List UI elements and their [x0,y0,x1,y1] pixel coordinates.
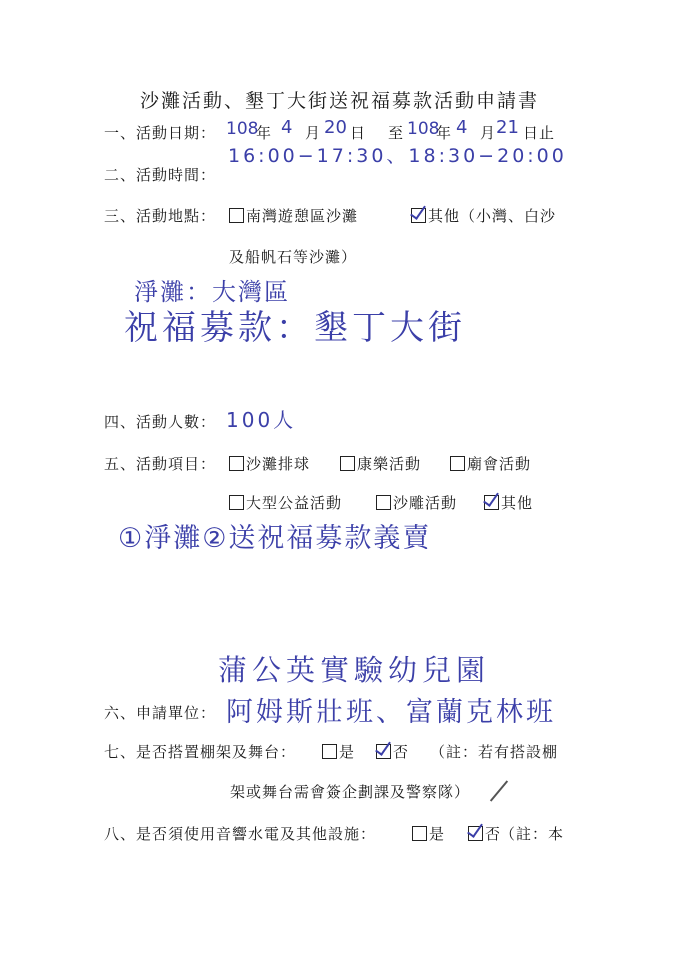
checkbox-sand[interactable] [376,495,391,510]
checkbox-location-other[interactable] [411,208,426,223]
to-char: 至 [388,124,405,142]
hw-applicant-line2: 阿姆斯壯班、富蘭克林班 [226,697,556,728]
end-char: 日止 [523,124,556,142]
activity-option-charity[interactable] [229,494,342,512]
recreation-label: 康樂活動 [357,455,422,473]
stage-option-yes[interactable] [322,743,355,761]
checkbox-volleyball[interactable] [229,456,244,471]
checkbox-stage-yes[interactable] [322,744,337,759]
checkbox-temple[interactable] [450,456,465,471]
utilities-no-label: 否 [485,825,502,843]
year-char-2: 年 [436,124,453,142]
utilities-option-yes[interactable] [412,825,445,843]
form-title: 沙灘活動、墾丁大街送祝福募款活動申請書 [139,90,539,112]
stage-yes-label: 是 [339,743,356,761]
activity-other-label: 其他 [501,494,534,512]
checkbox-utilities-no[interactable] [468,826,483,841]
utilities-option-no[interactable] [468,825,501,843]
time-label: 二、活動時間： [104,166,217,184]
checkbox-charity[interactable] [229,495,244,510]
hw-location-line1: 淨灘：大灣區 [134,278,290,306]
location-option2-label: 其他（小灣、白沙 [428,207,557,225]
location-option1-label: 南灣遊憩區沙灘 [246,207,359,225]
hw-end-month: 4 [456,117,468,138]
activity-option-temple[interactable] [450,455,531,473]
checkbox-utilities-yes[interactable] [412,826,427,841]
charity-label: 大型公益活動 [246,494,343,512]
hw-start-day: 20 [324,117,347,138]
activity-option-volleyball[interactable] [229,455,310,473]
stage-note-line2: 架或舞台需會簽企劃課及警察隊） [230,783,471,801]
hw-location-line2: 祝福募款：墾丁大街 [124,308,466,348]
hw-end-year: 108 [407,119,440,139]
hw-activity-value: ①淨灘②送祝福募款義賣 [118,523,432,554]
month-char: 月 [305,124,322,142]
hw-time-value: 16:00−17:30、18:30−20:00 [228,145,567,167]
checkbox-recreation[interactable] [340,456,355,471]
date-label: 一、活動日期： [104,124,217,142]
year-char: 年 [256,124,273,142]
location-option-south-bay[interactable] [229,207,358,225]
people-label: 四、活動人數： [104,413,217,431]
utilities-yes-label: 是 [429,825,446,843]
stage-label: 七、是否搭置棚架及舞台： [104,743,297,761]
applicant-label: 六、申請單位： [104,704,217,722]
location-label: 三、活動地點： [104,207,217,225]
stage-option-no[interactable] [376,743,409,761]
activity-option-other[interactable] [484,494,533,512]
location-option-other[interactable] [411,207,556,225]
temple-label: 廟會活動 [467,455,532,473]
volleyball-label: 沙灘排球 [246,455,311,473]
checkbox-activity-other[interactable] [484,495,499,510]
activity-option-recreation[interactable] [340,455,421,473]
checkbox-stage-no[interactable] [376,744,391,759]
pen-slash-mark [490,780,508,801]
utilities-label: 八、是否須使用音響水電及其他設施： [104,825,377,843]
activity-label: 五、活動項目： [104,455,217,473]
activity-option-sand[interactable] [376,494,457,512]
hw-start-year: 108 [226,119,259,139]
hw-applicant-line1: 蒲公英實驗幼兒園 [218,653,491,687]
sand-label: 沙雕活動 [393,494,458,512]
hw-start-month: 4 [281,117,293,138]
stage-note: （註：若有搭設棚 [430,743,559,761]
hw-end-day: 21 [496,117,519,138]
checkbox-south-bay[interactable] [229,208,244,223]
month-char-2: 月 [480,124,497,142]
stage-no-label: 否 [393,743,410,761]
utilities-note: （註：本 [500,825,565,843]
day-char: 日 [350,124,367,142]
location-line2: 及船帆石等沙灘） [229,248,358,266]
hw-people-value: 100人 [226,408,297,432]
